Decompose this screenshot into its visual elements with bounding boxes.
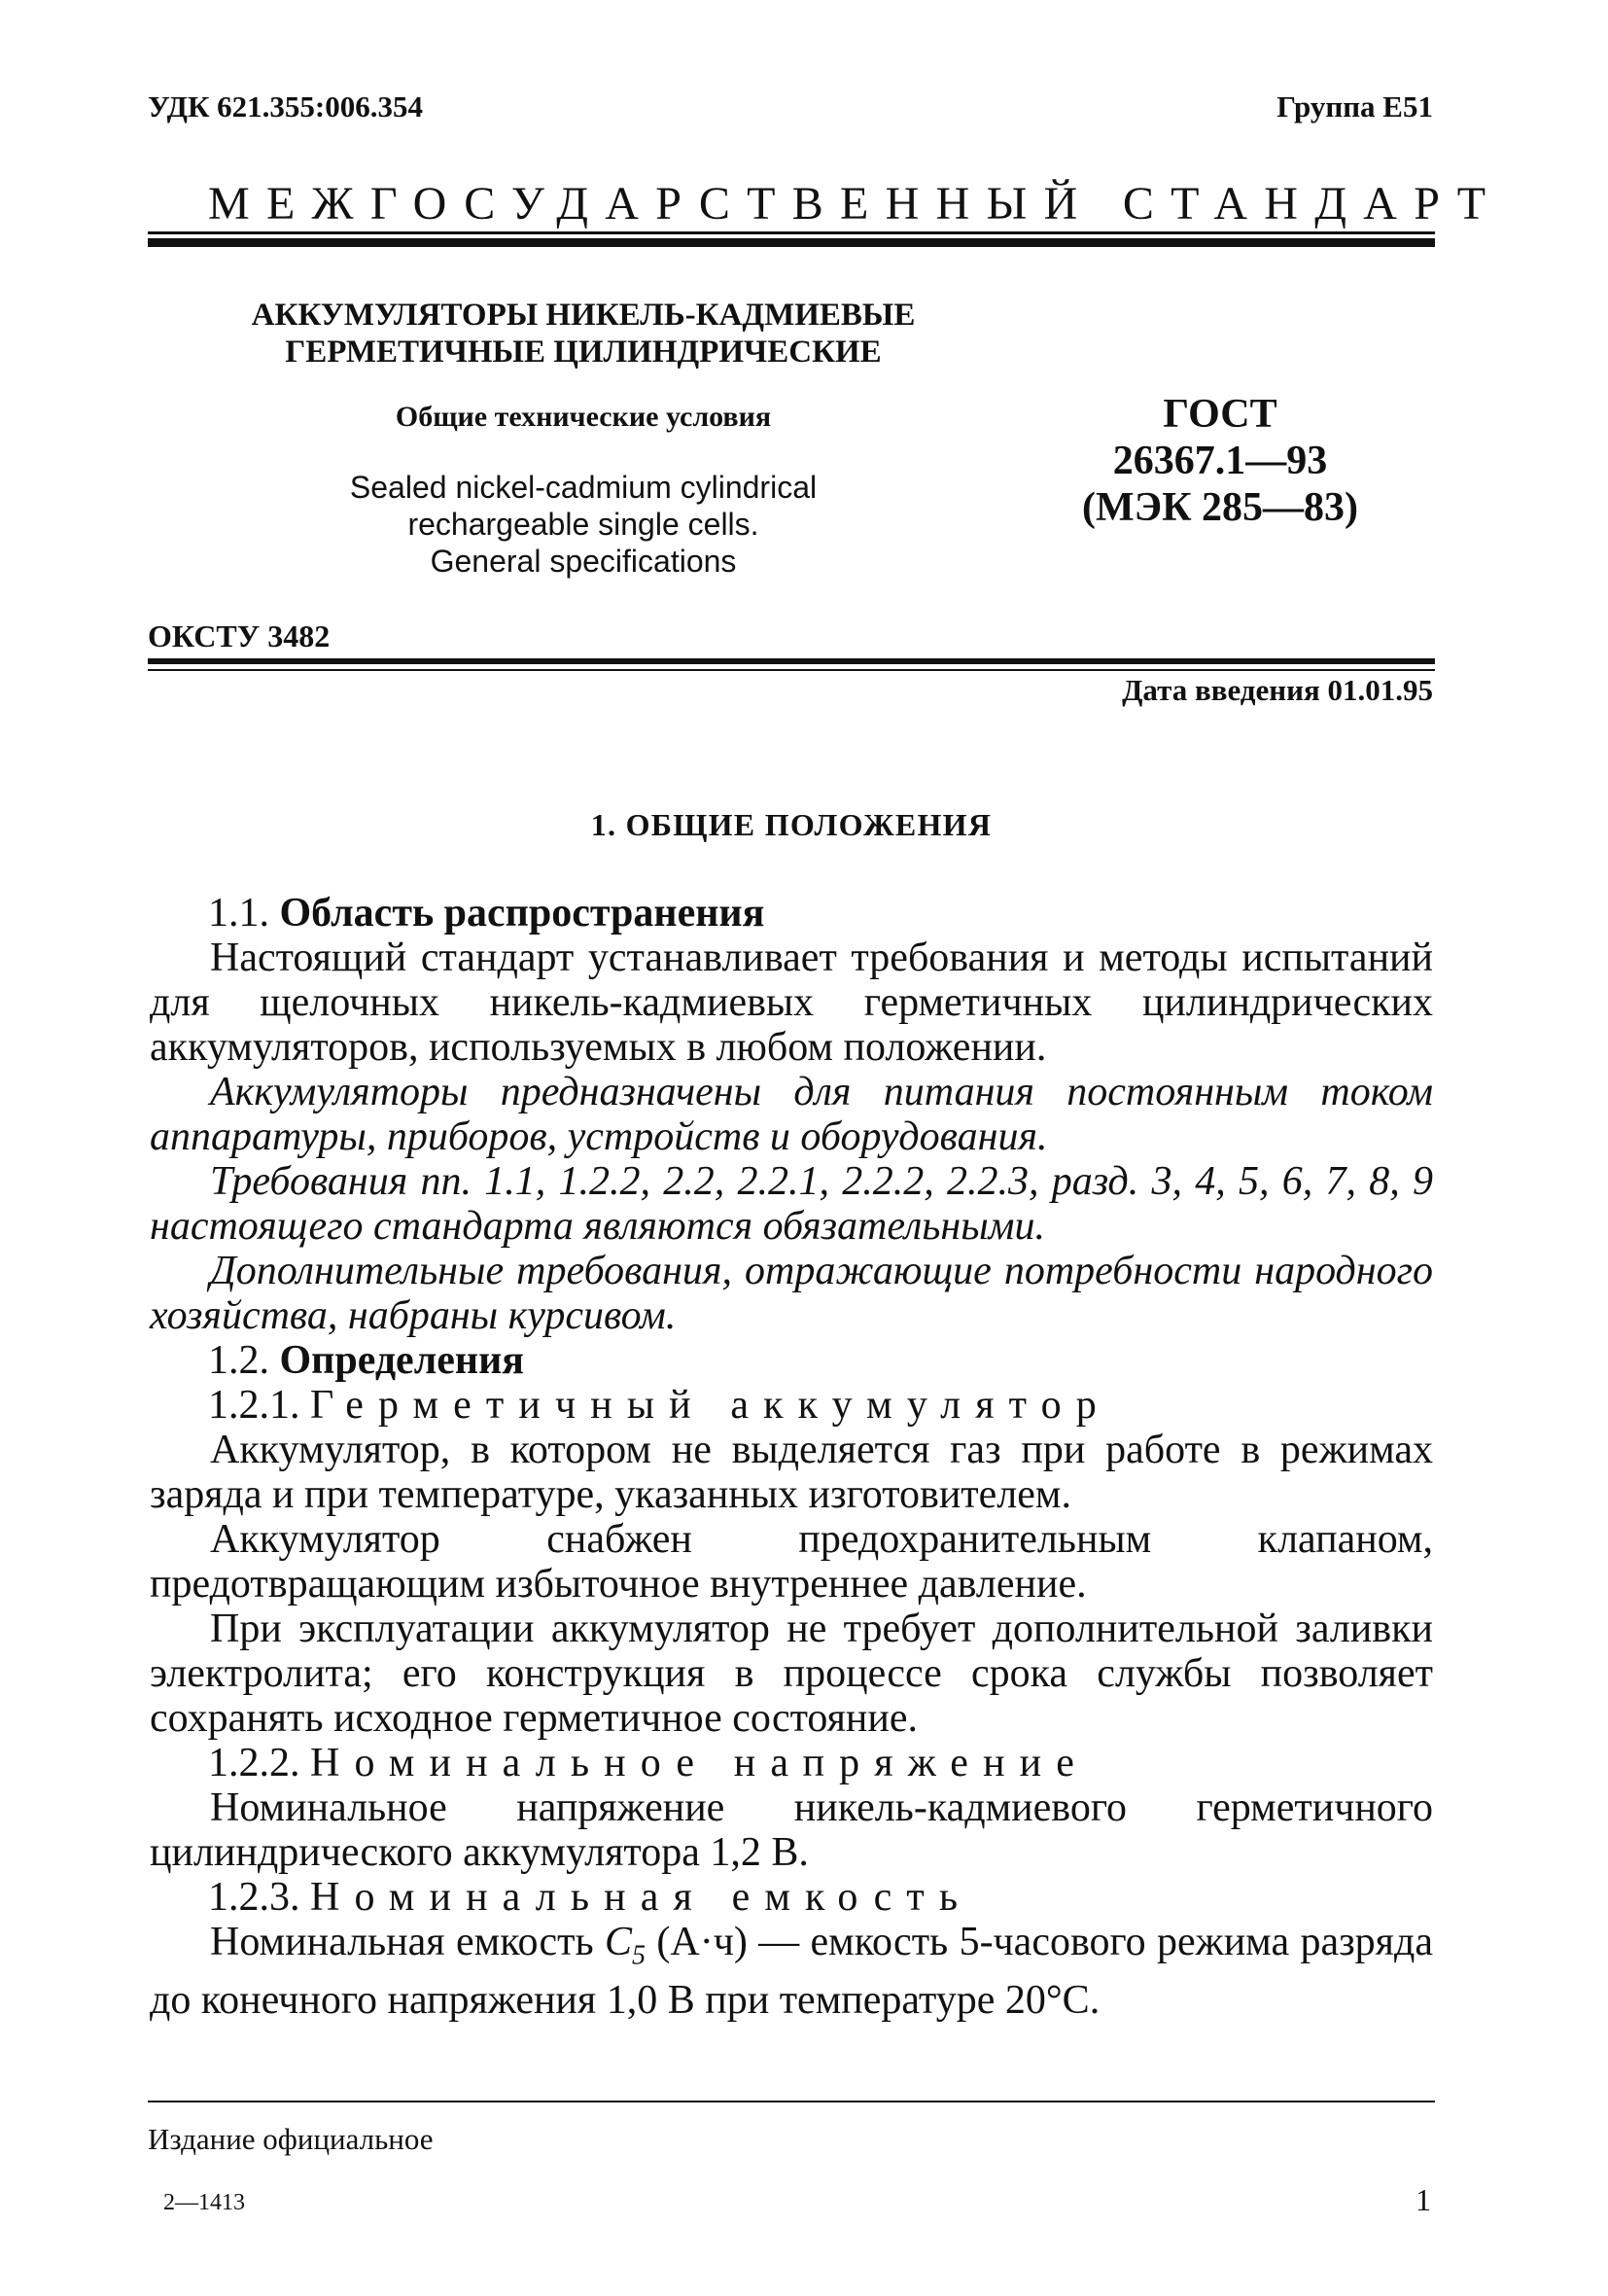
subtitle-en-line-3: General specifications	[430, 544, 737, 579]
subsection-1-2-2	[208, 1741, 1491, 1785]
paragraph-nominal-capacity	[150, 1920, 1433, 2023]
paragraph-sealed-definition: Аккумулятор, в котором не выделяется газ при работе в режимах заряда и при температуре, указанных изготовителем.	[150, 1428, 1433, 1517]
official-edition: Издание официальное	[148, 2122, 434, 2156]
document-title	[214, 297, 953, 371]
banner-rule-thick	[148, 238, 1435, 247]
subsection-1-1-title: Область распространения	[279, 891, 765, 936]
subsection-1-2-1	[208, 1383, 1491, 1428]
standard-banner: МЕЖГОСУДАРСТВЕННЫЙ СТАНДАРТ	[208, 178, 1503, 230]
subsection-1-1-number: 1.1.	[208, 891, 269, 936]
subsection-1-2-2-number: 1.2.2.	[208, 1741, 300, 1785]
subsection-1-2-3-title: Номинальная емкость	[310, 1875, 973, 1920]
paragraph-safety-valve: Аккумулятор снабжен предохранительным клапаном, предотвращающим избыточное внутреннее давление.	[150, 1517, 1433, 1607]
subsection-1-2-1-title: Герметичный аккумулятор	[310, 1383, 1111, 1428]
okstu-rule-thick	[148, 658, 1435, 664]
gost-number: 26367.1—93	[1112, 439, 1328, 483]
subsection-1-2-number: 1.2.	[208, 1338, 269, 1383]
footer-rule	[148, 2101, 1435, 2102]
paragraph-mandatory: Требования пп. 1.1, 1.2.2, 2.2, 2.2.1, 2.2.2, 2.2.3, разд. 3, 4, 5, 6, 7, 8, 9 настоящего стандарта являются обязательными.	[150, 1159, 1433, 1249]
paragraph-purpose: Аккумуляторы предназначены для питания постоянным током аппаратуры, приборов, устройств и оборудования.	[150, 1070, 1433, 1159]
udk-code: УДК 621.355:006.354	[148, 89, 423, 124]
capacity-symbol	[605, 1920, 647, 1971]
page-number: 1	[1416, 2182, 1431, 2217]
subsection-1-2-2-title: Номинальное напряжение	[310, 1741, 1090, 1785]
subsection-1-2-3	[208, 1875, 1491, 1920]
capacity-text-start: Номинальная емкость	[210, 1920, 594, 1964]
capacity-symbol-letter: C	[605, 1920, 633, 1964]
subsection-1-1	[208, 891, 1491, 936]
paragraph-additional: Дополнительные требования, отражающие потребности народного хозяйства, набраны курсивом.	[150, 1249, 1433, 1338]
gost-designation	[1060, 391, 1381, 531]
subtitle-english	[262, 469, 904, 580]
subtitle-russian: Общие технические условия	[395, 401, 772, 433]
print-code: 2—1413	[163, 2190, 245, 2215]
okstu-rule-thin	[148, 669, 1435, 671]
paragraph-nominal-voltage: Номинальное напряжение никель-кадмиевого герметичного цилиндрического аккумулятора 1,2 В.	[150, 1785, 1433, 1875]
paragraph-operation: При эксплуатации аккумулятор не требует дополнительной заливки электролита; его конструкция в процессе срока службы позволяет сохранять исходное герметичное состояние.	[150, 1607, 1433, 1741]
subsection-1-2	[208, 1338, 1491, 1383]
introduction-date: Дата введения 01.01.95	[1122, 673, 1433, 707]
subtitle-en-line-1: Sealed nickel-cadmium cylindrical	[349, 470, 818, 505]
paragraph-scope: Настоящий стандарт устанавливает требования и методы испытаний для щелочных никель-кадмиевых герметичных цилиндрических аккумуляторов, используемых в любом положении.	[150, 936, 1433, 1070]
banner-rule-thin	[148, 231, 1435, 234]
title-line-2: ГЕРМЕТИЧНЫЕ ЦИЛИНДРИЧЕСКИЕ	[285, 335, 882, 370]
iec-number: (МЭК 285—83)	[1081, 485, 1359, 530]
subsection-1-2-1-number: 1.2.1.	[208, 1383, 300, 1428]
capacity-symbol-subscript: 5	[632, 1940, 647, 1971]
subsection-1-2-title: Определения	[279, 1338, 525, 1383]
subsection-1-2-3-number: 1.2.3.	[208, 1875, 300, 1920]
group-code: Группа Е51	[1276, 89, 1433, 124]
gost-label: ГОСТ	[1163, 392, 1277, 437]
subtitle-en-line-2: rechargeable single cells.	[407, 507, 759, 542]
section-heading: 1. ОБЩИЕ ПОЛОЖЕНИЯ	[590, 807, 993, 842]
okstu-code: ОКСТУ 3482	[148, 618, 331, 653]
title-line-1: АККУМУЛЯТОРЫ НИКЕЛЬ-КАДМИЕВЫЕ	[251, 298, 916, 333]
capacity-text-end: (А·ч) — емкость 5-часового режима разряда до конечного напряжения 1,0 В при температуре 20°С.	[150, 1920, 1434, 2024]
